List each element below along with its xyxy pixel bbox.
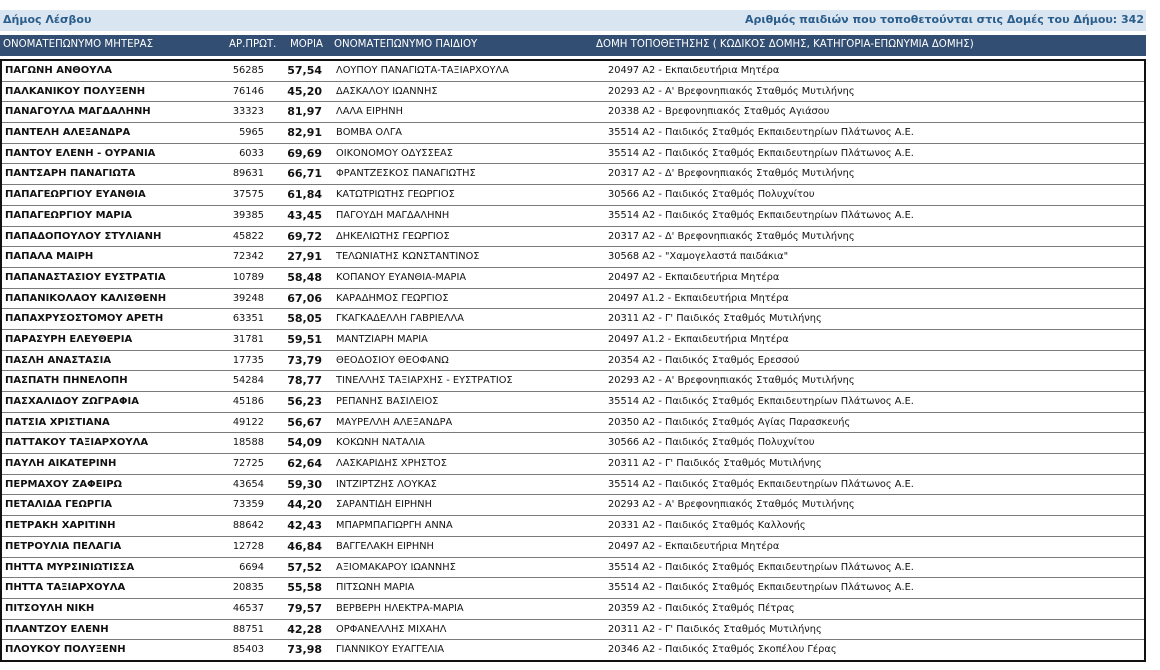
table-row <box>2 558 1144 579</box>
facility-cell: 20497 Α2 - Εκπαιδευτήρια Μητέρα <box>608 540 780 552</box>
protocol-number-cell: 20835 <box>232 582 264 594</box>
child-name-cell: ΠΑΓΟΥΔΗ ΜΑΓΔΑΛΗΝΗ <box>336 209 450 221</box>
table-row <box>2 309 1144 330</box>
mother-name-cell: ΠΕΤΡΟΥΛΙΑ ΠΕΛΑΓΙΑ <box>5 540 122 552</box>
table-row <box>2 82 1144 103</box>
points-cell: 62,64 <box>287 457 322 471</box>
mother-name-cell: ΠΗΤΤΑ ΜΥΡΣΙΝΙΩΤΙΣΣΑ <box>5 561 135 573</box>
mother-name-cell: ΠΛΑΝΤΖΟΥ ΕΛΕΝΗ <box>5 623 109 635</box>
points-cell: 57,52 <box>287 560 322 574</box>
facility-cell: 20317 Α2 - Δ' Βρεφονηπιακός Σταθμός Μυτιλήνης <box>608 230 855 242</box>
points-cell: 27,91 <box>287 250 322 264</box>
column-header-child: ΟΝΟΜΑΤΕΠΩΝΥΜΟ ΠΑΙΔΙΟΥ <box>334 39 478 50</box>
mother-name-cell: ΠΑΤΤΑΚΟΥ ΤΑΞΙΑΡΧΟΥΛΑ <box>5 437 149 449</box>
points-cell: 59,51 <box>287 332 322 346</box>
mother-name-cell: ΠΑΓΩΝΗ ΑΝΘΟΥΛΑ <box>5 65 113 76</box>
mother-name-cell: ΠΑΥΛΗ ΑΙΚΑΤΕΡΙΝΗ <box>5 458 117 470</box>
child-name-cell: ΡΕΠΑΝΗΣ ΒΑΣΙΛΕΙΟΣ <box>336 396 439 407</box>
column-header-facility: ΔΟΜΗ ΤΟΠΟΘΕΤΗΣΗΣ ( ΚΩΔΙΚΟΣ ΔΟΜΗΣ, ΚΑΤΗΓΟΡΙΑ-ΕΠΩΝΥΜΙΑ ΔΟΜΗΣ) <box>596 39 974 50</box>
mother-name-cell: ΠΙΤΣΟΥΛΗ ΝΙΚΗ <box>5 602 95 614</box>
points-cell: 57,54 <box>287 64 322 77</box>
facility-cell: 20338 Α2 - Βρεφονηπιακός Σταθμός Αγιάσου <box>608 106 830 118</box>
child-name-cell: ΛΟΥΠΟΥ ΠΑΝΑΓΙΩΤΑ-ΤΑΞΙΑΡΧΟΥΛΑ <box>336 65 509 76</box>
mother-name-cell: ΠΑΛΚΑΝΙΚΟΥ ΠΟΛΥΞΕΝΗ <box>5 85 146 97</box>
mother-name-cell: ΠΑΠΑΝΙΚΟΛΑΟΥ ΚΑΛΙΣΘΕΝΗ <box>5 292 167 304</box>
points-cell: 59,30 <box>287 477 322 491</box>
points-cell: 55,58 <box>287 581 322 595</box>
points-cell: 44,20 <box>287 498 322 512</box>
facility-cell: 30566 Α2 - Παιδικός Σταθμός Πολυχνίτου <box>608 437 815 449</box>
points-cell: 79,57 <box>287 601 322 615</box>
protocol-number-cell: 31781 <box>232 333 264 345</box>
mother-name-cell: ΠΑΠΑΛΑ ΜΑΙΡΗ <box>5 251 94 263</box>
points-cell: 69,69 <box>287 146 322 160</box>
child-name-cell: ΟΡΦΑΝΕΛΛΗΣ ΜΙΧΑΗΛ <box>336 623 447 635</box>
child-name-cell: ΙΝΤΖΙΡΤΖΗΣ ΛΟΥΚΑΣ <box>336 478 437 490</box>
points-cell: 56,23 <box>287 395 322 408</box>
points-cell: 66,71 <box>287 167 322 181</box>
protocol-number-cell: 6033 <box>239 147 264 159</box>
table-header <box>0 35 1146 56</box>
table-row <box>2 413 1144 434</box>
points-cell: 69,72 <box>287 229 322 243</box>
mother-name-cell: ΠΑΠΑΔΟΠΟΥΛΟΥ ΣΤΥΛΙΑΝΗ <box>5 230 162 242</box>
facility-cell: 35514 Α2 - Παιδικός Σταθμός Εκπαιδευτηρίων Πλάτωνος Α.Ε. <box>608 127 914 139</box>
facility-cell: 35514 Α2 - Παιδικός Σταθμός Εκπαιδευτηρίων Πλάτωνος Α.Ε. <box>608 147 914 159</box>
mother-name-cell: ΠΛΟΥΚΟΥ ΠΟΛΥΞΕΝΗ <box>5 644 126 656</box>
table-row <box>2 454 1144 475</box>
mother-name-cell: ΠΗΤΤΑ ΤΑΞΙΑΡΧΟΥΛΑ <box>5 582 126 594</box>
protocol-number-cell: 85403 <box>232 644 264 656</box>
table-row <box>2 578 1144 599</box>
child-name-cell: ΤΙΝΕΛΛΗΣ ΤΑΞΙΑΡΧΗΣ - ΕΥΣΤΡΑΤΙΟΣ <box>336 375 513 387</box>
protocol-number-cell: 63351 <box>232 313 264 325</box>
mother-name-cell: ΠΑΠΑΝΑΣΤΑΣΙΟΥ ΕΥΣΤΡΑΤΙΑ <box>5 271 166 283</box>
table-row <box>2 620 1144 641</box>
table-row <box>2 123 1144 144</box>
table-row <box>2 537 1144 558</box>
child-name-cell: ΛΑΣΚΑΡΙΔΗΣ ΧΡΗΣΤΟΣ <box>336 458 447 470</box>
protocol-number-cell: 17735 <box>232 354 264 366</box>
protocol-number-cell: 49122 <box>232 416 264 428</box>
facility-cell: 20359 Α2 - Παιδικός Σταθμός Πέτρας <box>608 602 795 614</box>
facility-cell: 20497 Α2 - Εκπαιδευτήρια Μητέρα <box>608 65 780 76</box>
protocol-number-cell: 56285 <box>232 65 264 76</box>
protocol-number-cell: 18588 <box>232 437 264 449</box>
child-name-cell: ΚΟΠΑΝΟΥ ΕΥΑΝΘΙΑ-ΜΑΡΙΑ <box>336 271 467 283</box>
mother-name-cell: ΠΑΣΧΑΛΙΔΟΥ ΖΩΓΡΑΦΙΑ <box>5 396 139 407</box>
protocol-number-cell: 33323 <box>232 106 264 118</box>
points-cell: 67,06 <box>287 291 322 305</box>
mother-name-cell: ΠΑΤΣΙΑ ΧΡΙΣΤΙΑΝΑ <box>5 416 110 428</box>
points-cell: 73,79 <box>287 353 322 367</box>
column-header-mother: ΟΝΟΜΑΤΕΠΩΝΥΜΟ ΜΗΤΕΡΑΣ <box>3 39 154 50</box>
points-cell: 54,09 <box>287 436 322 450</box>
child-name-cell: ΚΟΚΩΝΗ ΝΑΤΑΛΙΑ <box>336 437 425 449</box>
facility-cell: 20293 Α2 - Α' Βρεφονηπιακός Σταθμός Μυτιλήνης <box>608 375 855 387</box>
table-row <box>2 351 1144 372</box>
protocol-number-cell: 37575 <box>232 189 264 201</box>
facility-cell: 35514 Α2 - Παιδικός Σταθμός Εκπαιδευτηρίων Πλάτωνος Α.Ε. <box>608 478 914 490</box>
column-header-protocol: ΑΡ.ΠΡΩΤ. <box>229 39 277 50</box>
table-row <box>2 371 1144 392</box>
mother-name-cell: ΠΑΝΑΓΟΥΛΑ ΜΑΓΔΑΛΗΝΗ <box>5 106 151 118</box>
table-row <box>2 247 1144 268</box>
facility-cell: 20497 Α1.2 - Εκπαιδευτήρια Μητέρα <box>608 333 789 345</box>
points-cell: 46,84 <box>287 539 322 553</box>
facility-cell: 35514 Α2 - Παιδικός Σταθμός Εκπαιδευτηρίων Πλάτωνος Α.Ε. <box>608 582 914 594</box>
protocol-number-cell: 73359 <box>232 499 264 511</box>
protocol-number-cell: 72725 <box>232 458 264 470</box>
facility-cell: 35514 Α2 - Παιδικός Σταθμός Εκπαιδευτηρίων Πλάτωνος Α.Ε. <box>608 209 914 221</box>
facility-cell: 35514 Α2 - Παιδικός Σταθμός Εκπαιδευτηρίων Πλάτωνος Α.Ε. <box>608 396 914 407</box>
protocol-number-cell: 88751 <box>232 623 264 635</box>
facility-cell: 20311 Α2 - Γ' Παιδικός Σταθμός Μυτιλήνης <box>608 458 822 470</box>
facility-cell: 30568 Α2 - "Χαμογελαστά παιδάκια" <box>608 251 789 263</box>
child-name-cell: ΜΑΥΡΕΛΛΗ ΑΛΕΞΑΝΔΡΑ <box>336 416 453 428</box>
mother-name-cell: ΠΑΝΤΟΥ ΕΛΕΝΗ - ΟΥΡΑΝΙΑ <box>5 147 156 159</box>
facility-cell: 20293 Α2 - Α' Βρεφονηπιακός Σταθμός Μυτιλήνης <box>608 499 855 511</box>
protocol-number-cell: 72342 <box>232 251 264 263</box>
table-row <box>2 289 1144 310</box>
points-cell: 78,77 <box>287 374 322 388</box>
mother-name-cell: ΠΑΠΑΧΡΥΣΟΣΤΟΜΟΥ ΑΡΕΤΗ <box>5 313 164 325</box>
facility-cell: 30566 Α2 - Παιδικός Σταθμός Πολυχνίτου <box>608 189 815 201</box>
mother-name-cell: ΠΑΠΑΓΕΩΡΓΙΟΥ ΜΑΡΙΑ <box>5 209 133 221</box>
points-cell: 61,84 <box>287 188 322 202</box>
child-name-cell: ΑΞΙΟΜΑΚΑΡΟΥ ΙΩΑΝΝΗΣ <box>336 561 456 573</box>
protocol-number-cell: 12728 <box>232 540 264 552</box>
protocol-number-cell: 54284 <box>232 375 264 387</box>
child-name-cell: ΚΑΤΩΤΡΙΩΤΗΣ ΓΕΩΡΓΙΟΣ <box>336 189 455 201</box>
table-row <box>2 268 1144 289</box>
points-cell: 43,45 <box>287 208 322 222</box>
municipality-title: Δήμος Λέσβου <box>3 13 92 26</box>
points-cell: 82,91 <box>287 126 322 140</box>
table-row <box>2 475 1144 496</box>
points-cell: 56,67 <box>287 415 322 429</box>
table-row <box>2 392 1144 413</box>
child-name-cell: ΔΗΚΕΛΙΩΤΗΣ ΓΕΩΡΓΙΟΣ <box>336 230 450 242</box>
child-name-cell: ΒΑΓΓΕΛΑΚΗ ΕΙΡΗΝΗ <box>336 540 434 552</box>
placements-table <box>0 59 1146 662</box>
points-cell: 42,28 <box>287 622 322 636</box>
points-cell: 42,43 <box>287 519 322 533</box>
table-row <box>2 144 1144 165</box>
facility-cell: 20311 Α2 - Γ' Παιδικός Σταθμός Μυτιλήνης <box>608 623 822 635</box>
mother-name-cell: ΠΑΣΠΑΤΗ ΠΗΝΕΛΟΠΗ <box>5 375 128 387</box>
table-row <box>2 640 1144 660</box>
protocol-number-cell: 45822 <box>232 230 264 242</box>
table-row <box>2 164 1144 185</box>
mother-name-cell: ΠΕΤΑΛΙΔΑ ΓΕΩΡΓΙΑ <box>5 499 113 511</box>
table-row <box>2 330 1144 351</box>
facility-cell: 20497 Α1.2 - Εκπαιδευτήρια Μητέρα <box>608 292 789 304</box>
table-row <box>2 206 1144 227</box>
children-count-label: Αριθμός παιδιών που τοποθετούνται στις Δομές του Δήμου: 342 <box>744 13 1144 26</box>
protocol-number-cell: 88642 <box>232 520 264 532</box>
points-cell: 45,20 <box>287 84 322 98</box>
child-name-cell: ΔΑΣΚΑΛΟΥ ΙΩΑΝΝΗΣ <box>336 85 438 97</box>
facility-cell: 20311 Α2 - Γ' Παιδικός Σταθμός Μυτιλήνης <box>608 313 822 325</box>
table-row <box>2 433 1144 454</box>
child-name-cell: ΒΕΡΒΕΡΗ ΗΛΕΚΤΡΑ-ΜΑΡΙΑ <box>336 602 464 614</box>
protocol-number-cell: 76146 <box>232 85 264 97</box>
child-name-cell: ΠΙΤΣΩΝΗ ΜΑΡΙΑ <box>336 582 415 594</box>
column-header-points: ΜΟΡΙΑ <box>290 39 323 50</box>
protocol-number-cell: 46537 <box>232 602 264 614</box>
mother-name-cell: ΠΑΠΑΓΕΩΡΓΙΟΥ ΕΥΑΝΘΙΑ <box>5 189 146 201</box>
child-name-cell: ΣΑΡΑΝΤΙΔΗ ΕΙΡΗΝΗ <box>336 499 432 511</box>
table-row <box>2 102 1144 123</box>
child-name-cell: ΘΕΟΔΟΣΙΟΥ ΘΕΟΦΑΝΩ <box>336 354 449 366</box>
points-cell: 81,97 <box>287 105 322 119</box>
protocol-number-cell: 10789 <box>232 271 264 283</box>
child-name-cell: ΓΚΑΓΚΑΔΕΛΛΗ ΓΑΒΡΙΕΛΛΑ <box>336 313 464 325</box>
table-row <box>2 61 1144 82</box>
child-name-cell: ΜΑΝΤΖΙΑΡΗ ΜΑΡΙΑ <box>336 333 428 345</box>
protocol-number-cell: 45186 <box>232 396 264 407</box>
child-name-cell: ΓΙΑΝΝΙΚΟΥ ΕΥΑΓΓΕΛΙΑ <box>336 644 445 656</box>
facility-cell: 20354 Α2 - Παιδικός Σταθμός Ερεσσού <box>608 354 800 366</box>
facility-cell: 20350 Α2 - Παιδικός Σταθμός Αγίας Παρασκευής <box>608 416 851 428</box>
mother-name-cell: ΠΑΣΛΗ ΑΝΑΣΤΑΣΙΑ <box>5 354 112 366</box>
child-name-cell: ΤΕΛΩΝΙΑΤΗΣ ΚΩΝΣΤΑΝΤΙΝΟΣ <box>336 251 480 263</box>
protocol-number-cell: 5965 <box>239 127 264 139</box>
facility-cell: 35514 Α2 - Παιδικός Σταθμός Εκπαιδευτηρίων Πλάτωνος Α.Ε. <box>608 561 914 573</box>
mother-name-cell: ΠΑΝΤΕΛΗ ΑΛΕΞΑΝΔΡΑ <box>5 127 131 139</box>
mother-name-cell: ΠΕΤΡΑΚΗ ΧΑΡΙΤΙΝΗ <box>5 520 116 532</box>
facility-cell: 20293 Α2 - Α' Βρεφονηπιακός Σταθμός Μυτιλήνης <box>608 85 855 97</box>
mother-name-cell: ΠΑΝΤΣΑΡΗ ΠΑΝΑΓΙΩΤΑ <box>5 168 136 180</box>
points-cell: 58,48 <box>287 270 322 284</box>
points-cell: 73,98 <box>287 643 322 657</box>
child-name-cell: ΚΑΡΑΔΗΜΟΣ ΓΕΩΡΓΙΟΣ <box>336 292 449 304</box>
table-row <box>2 599 1144 620</box>
protocol-number-cell: 39385 <box>232 209 264 221</box>
table-row <box>2 227 1144 248</box>
protocol-number-cell: 43654 <box>232 478 264 490</box>
child-name-cell: ΟΙΚΟΝΟΜΟΥ ΟΔΥΣΣΕΑΣ <box>336 147 453 159</box>
table-row <box>2 516 1144 537</box>
protocol-number-cell: 39248 <box>232 292 264 304</box>
child-name-cell: ΛΑΛΑ ΕΙΡΗΝΗ <box>336 106 403 118</box>
facility-cell: 20346 Α2 - Παιδικός Σταθμός Σκοπέλου Γέρας <box>608 644 837 656</box>
table-row <box>2 495 1144 516</box>
points-cell: 58,05 <box>287 312 322 326</box>
protocol-number-cell: 89631 <box>232 168 264 180</box>
table-row <box>2 185 1144 206</box>
facility-cell: 20497 Α2 - Εκπαιδευτήρια Μητέρα <box>608 271 780 283</box>
child-name-cell: ΒΟΜΒΑ ΟΛΓΑ <box>336 127 402 139</box>
facility-cell: 20317 Α2 - Δ' Βρεφονηπιακός Σταθμός Μυτιλήνης <box>608 168 855 180</box>
facility-cell: 20331 Α2 - Παιδικός Σταθμός Καλλονής <box>608 520 806 532</box>
protocol-number-cell: 6694 <box>239 561 264 573</box>
title-bar <box>0 10 1146 31</box>
mother-name-cell: ΠΑΡΑΣΥΡΗ ΕΛΕΥΘΕΡΙΑ <box>5 333 133 345</box>
mother-name-cell: ΠΕΡΜΑΧΟΥ ΖΑΦΕΙΡΩ <box>5 478 123 490</box>
child-name-cell: ΜΠΑΡΜΠΑΓΙΩΡΓΗ ΑΝΝΑ <box>336 520 453 532</box>
child-name-cell: ΦΡΑΝΤΖΕΣΚΟΣ ΠΑΝΑΓΙΩΤΗΣ <box>336 168 476 180</box>
